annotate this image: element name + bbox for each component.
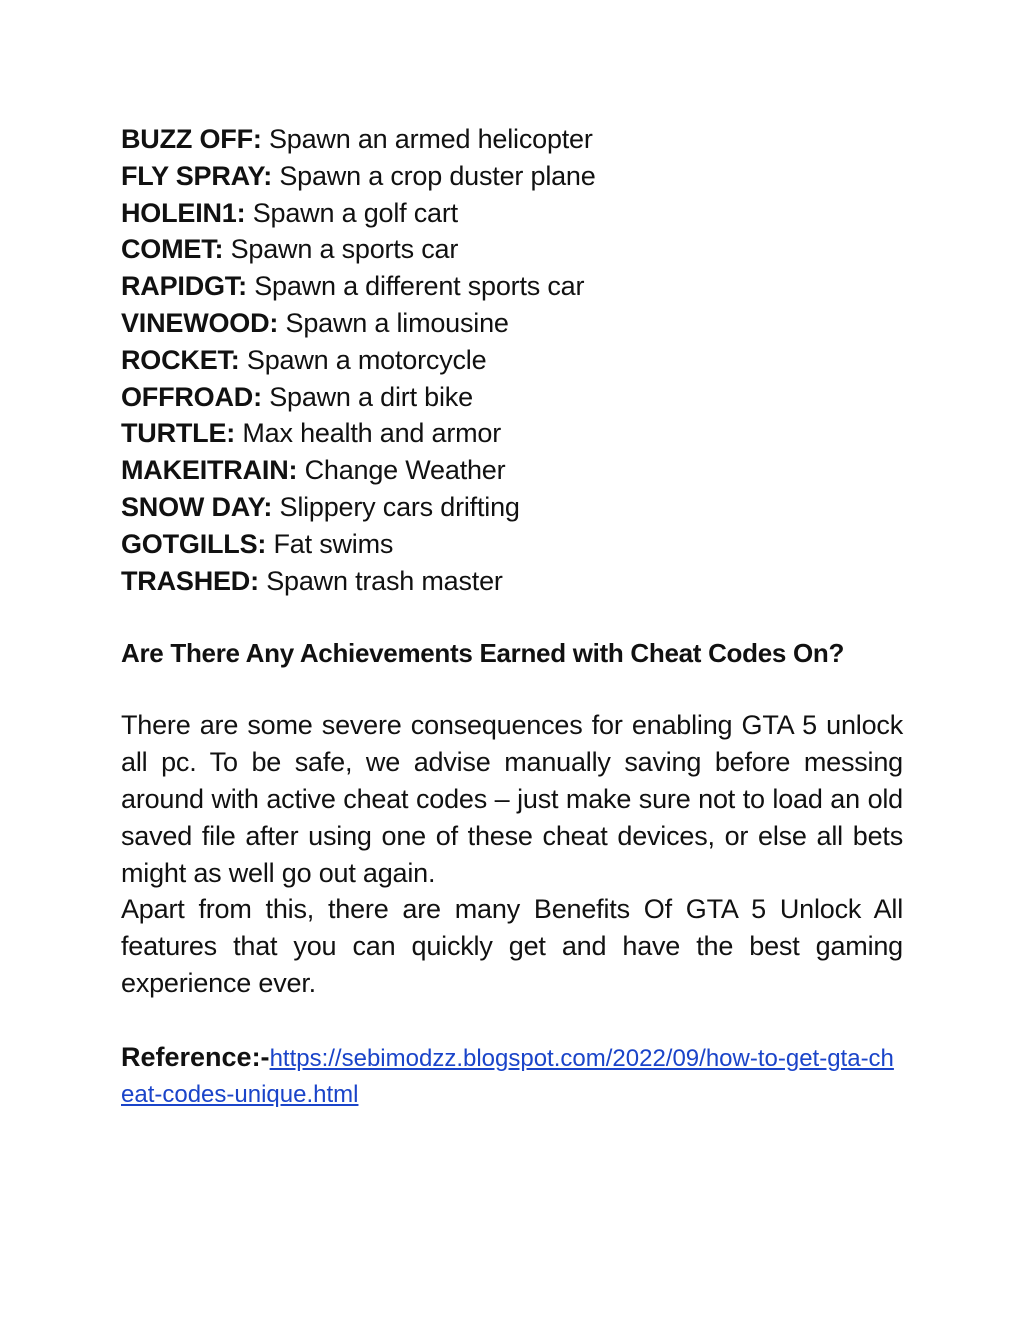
reference-link[interactable]: https://sebimodzz.blogspot.com/2022/09/how-to-get-gta-cheat-codes-unique.html [121,1044,894,1108]
document-page [121,121,903,1112]
cheat-code-name: SNOW DAY: [121,491,273,522]
cheat-code-item [121,415,903,452]
cheat-code-name: VINEWOOD: [121,307,279,338]
cheat-code-name: TURTLE: [121,418,236,449]
cheat-code-item [121,563,903,600]
cheat-code-item [121,158,903,195]
body-paragraph: There are some severe consequences for enabling GTA 5 unlock all pc. To be safe, we advise manually saving before messing around with active cheat codes – just make sure not to load an old saved file after using one of these cheat devices, or else all bets might as well go out again. [121,710,903,888]
reference-line [121,1040,903,1112]
cheat-code-description: Spawn an armed helicopter [261,124,593,154]
cheat-code-description: Spawn trash master [258,565,503,596]
cheat-code-name: OFFROAD: [121,381,262,412]
cheat-code-name: HOLEIN1: [121,197,246,228]
cheat-code-item [121,121,903,158]
cheat-code-description: Change Weather [297,455,506,486]
cheat-code-description: Max health and armor [235,418,502,449]
cheat-code-name: RAPIDGT: [121,271,247,302]
cheat-code-name: BUZZ OFF: [121,124,262,154]
body-paragraph: Apart from this, there are many Benefits Of GTA 5 Unlock All features that you can quickly get and have the best gaming experience ever. [121,894,903,998]
cheat-code-name: COMET: [121,234,224,265]
cheat-code-description: Spawn a dirt bike [261,381,473,412]
section-heading: Are There Any Achievements Earned with Cheat Codes On? [121,638,845,669]
cheat-code-item [121,379,903,416]
cheat-code-item [121,195,903,232]
cheat-code-name: TRASHED: [121,565,259,596]
reference-label: Reference:- [121,1041,270,1072]
cheat-code-name: MAKEITRAIN: [121,455,298,486]
cheat-code-description: Spawn a limousine [278,307,509,338]
cheat-code-item [121,526,903,563]
cheat-code-description: Fat swims [266,528,394,559]
cheat-code-item [121,342,903,379]
cheat-code-name: GOTGILLS: [121,528,267,559]
cheat-code-item [121,452,903,489]
cheat-code-item [121,268,903,305]
cheat-code-name: FLY SPRAY: [121,160,273,191]
cheat-code-description: Spawn a different sports car [246,271,585,302]
cheat-code-name: ROCKET: [121,344,240,375]
cheat-code-list [121,121,903,599]
cheat-code-item [121,305,903,342]
cheat-code-description: Spawn a sports car [223,234,459,265]
cheat-code-description: Spawn a golf cart [245,197,458,228]
cheat-code-description: Slippery cars drifting [272,491,520,522]
cheat-code-description: Spawn a motorcycle [239,344,487,375]
cheat-code-item [121,231,903,268]
cheat-code-item [121,489,903,526]
cheat-code-description: Spawn a crop duster plane [272,160,596,191]
